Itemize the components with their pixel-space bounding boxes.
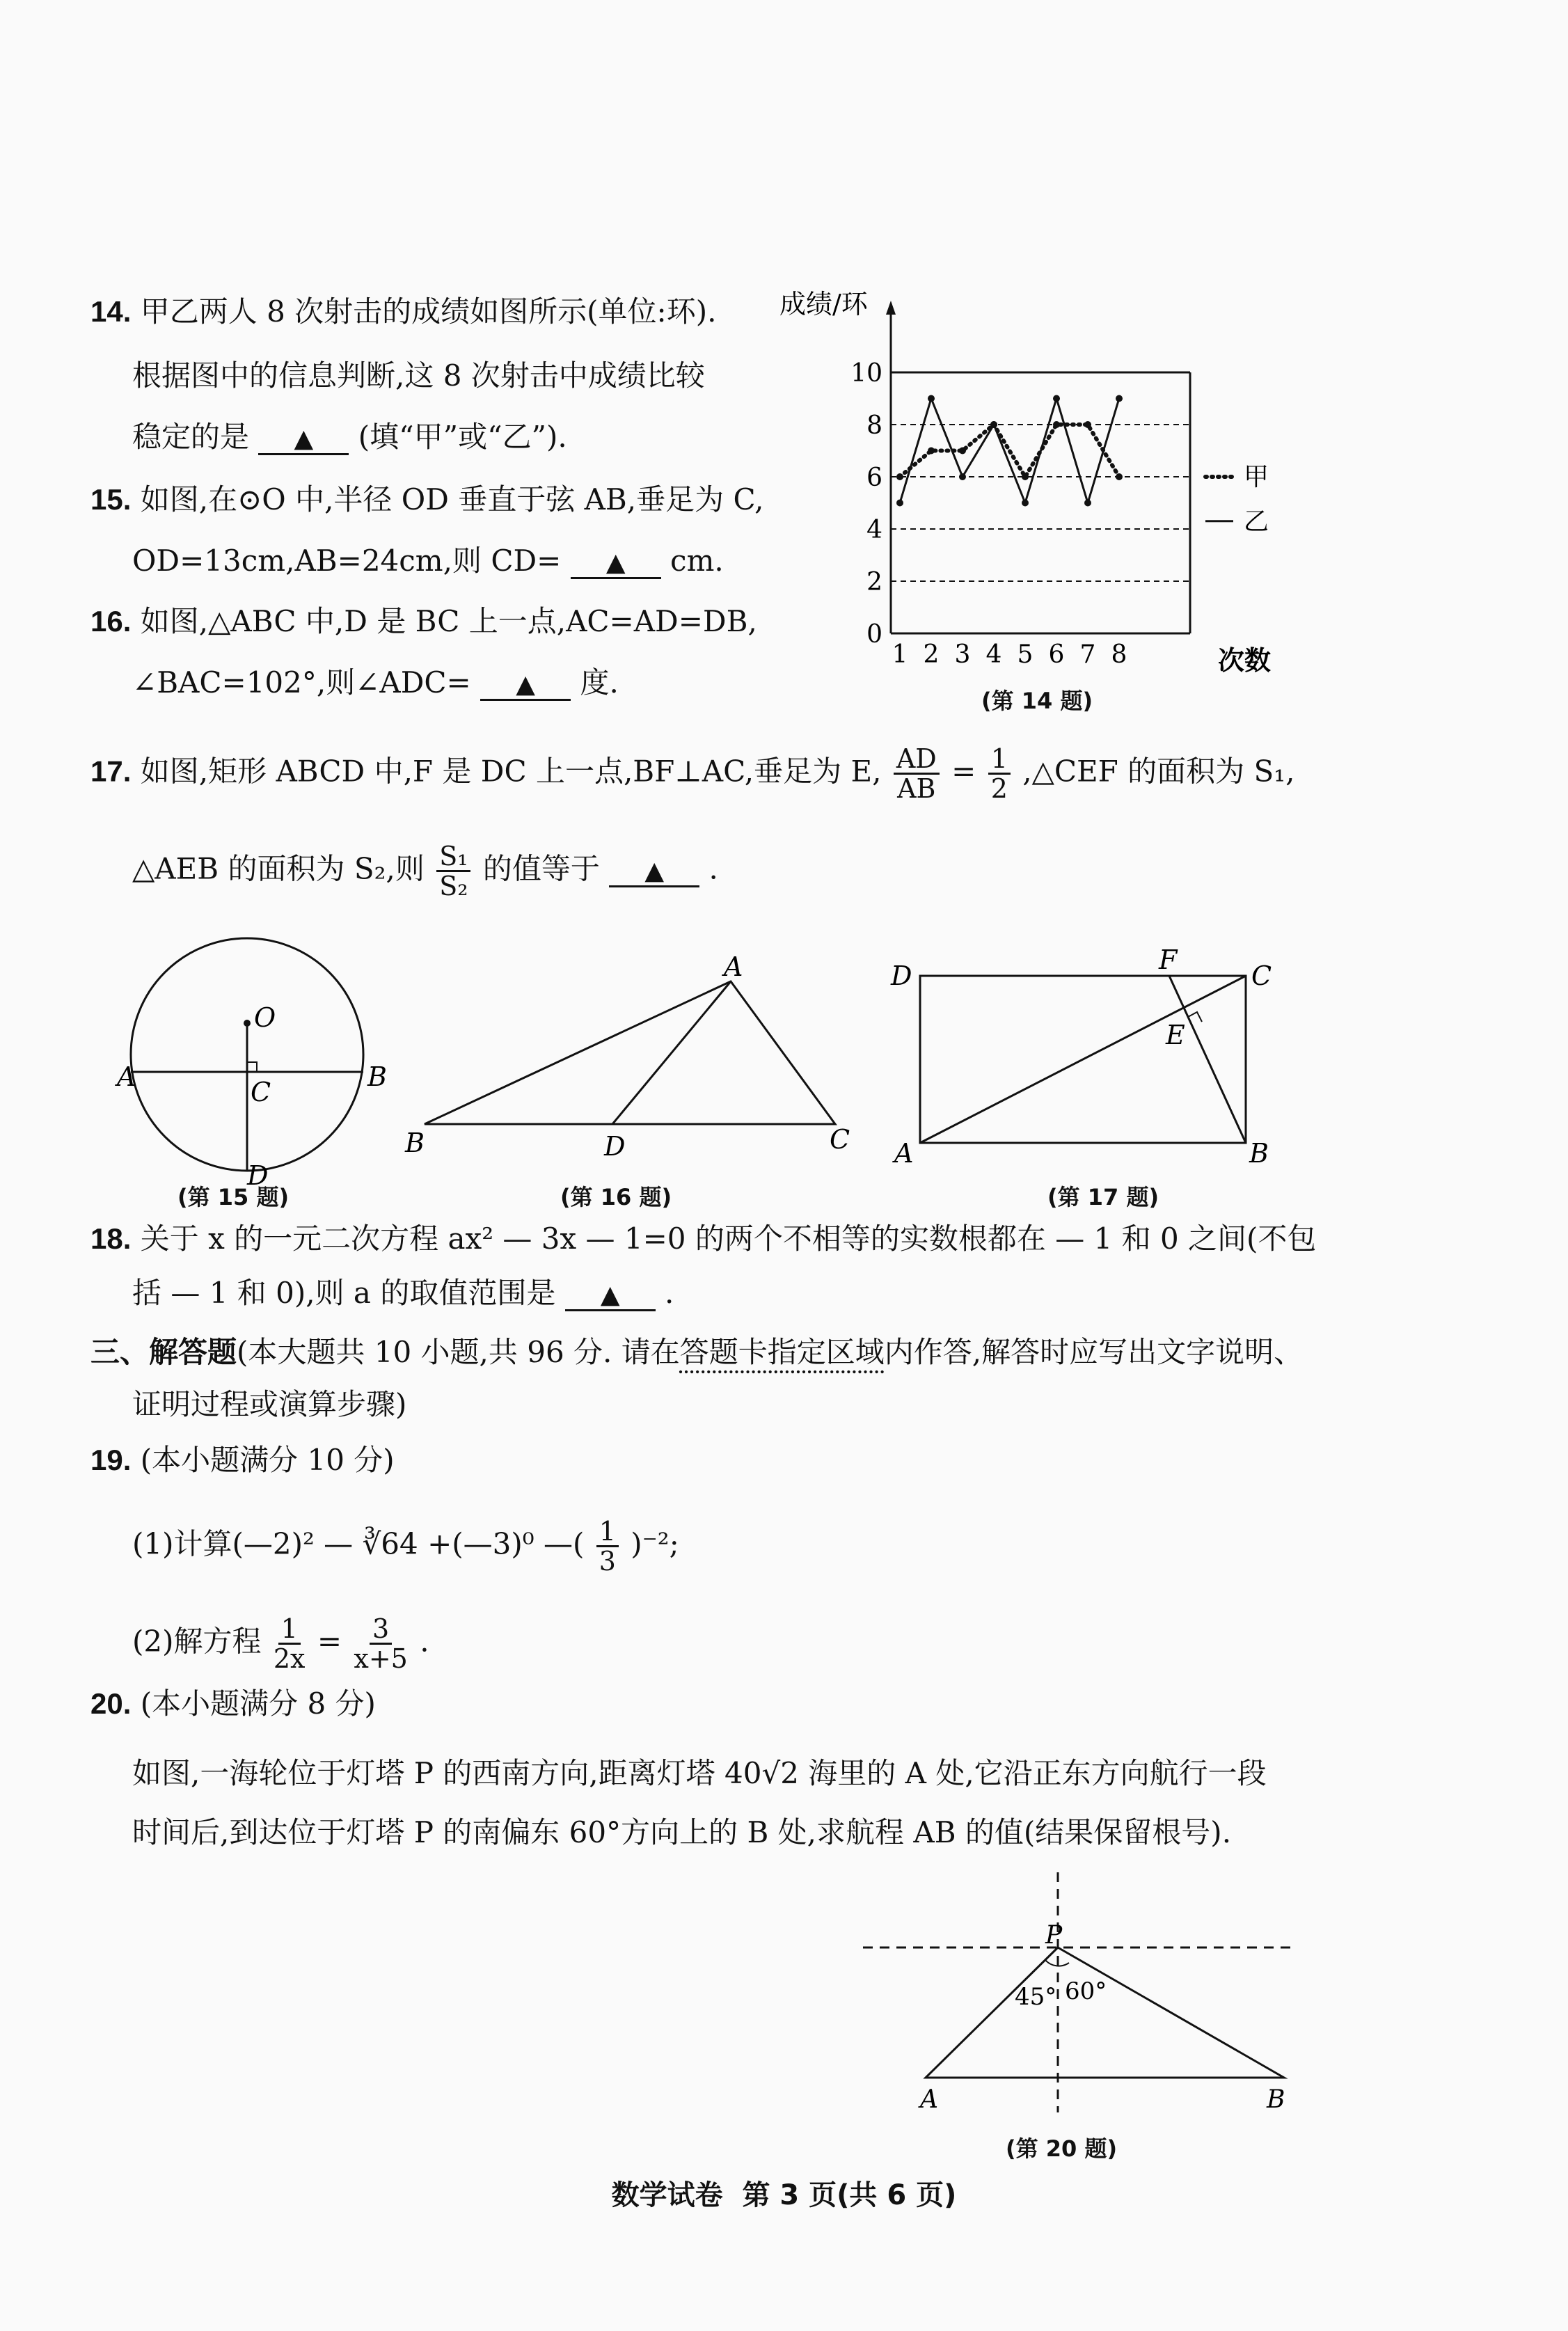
q15-line1 [90,480,763,519]
q20-number: 20. [90,1687,132,1720]
label-b: B [405,1128,425,1158]
q18-answer-blank[interactable]: ▲ [565,1281,656,1311]
data-point-甲-7 [1084,421,1091,428]
data-point-甲-8 [1116,473,1123,480]
q19-part1: (1)计算(—2)² — ∛64 +(—3)⁰ —( $\frac{1}{3}$ )⁻²; [132,1516,679,1577]
section3-title: 三、解答题 [90,1335,237,1369]
label-b: B [367,1061,387,1092]
label-p: P [1045,1921,1063,1950]
q14-text-3b: (填“甲”或“乙”). [358,420,567,454]
x-tick-label-7: 7 [1079,640,1096,669]
q17-fraction-half: $\frac{1}{2}$ [988,745,1011,803]
q20-caption: (第 20 题) [1006,2135,1118,2162]
q16-line2 [132,663,619,702]
q20-text-1: 如图,一海轮位于灯塔 P 的西南方向,距离灯塔 40√2 海里的 A 处,它沿正东方向航行一段 [132,1756,1267,1790]
q15-line2 [132,542,724,580]
y-tick-label-4: 4 [866,516,882,544]
section3-line1: 三、解答题(本大题共 10 小题,共 96 分. 请在答题卡指定区域内作答,解答时应写出文字说明、 [90,1335,1304,1369]
q20-lighthouse-figure [856,1865,1301,2123]
page-footer: 数学试卷 第 3 页(共 6 页) [611,2179,957,2211]
q14-line1 [90,292,716,331]
data-point-甲-6 [1053,421,1060,428]
y-tick-label-2: 2 [866,568,882,596]
q16-text-2: ∠BAC=102°,则∠ADC= [132,665,471,700]
label-f: F [1159,945,1178,975]
label-o: O [254,1002,276,1033]
label-b: B [1249,1138,1269,1169]
diagonal-ac [920,976,1246,1143]
q15-caption: (第 15 题) [177,1184,290,1210]
x-tick-label-2: 2 [923,640,940,669]
q16-caption: (第 16 题) [560,1184,672,1210]
q15-text-2b: cm. [670,544,724,578]
y-tick-label-10: 10 [850,359,882,388]
data-point-甲-5 [1022,473,1029,480]
q19-part2: (2)解方程 $\frac{1}{2x}$ = $\frac{3}{x+5}$ . [132,1613,429,1674]
q16-number: 16. [90,605,132,638]
q16-triangle-figure [397,947,884,1169]
q20-text-2: 时间后,到达位于灯塔 P 的南偏东 60°方向上的 B 处,求航程 AB 的值(结果保留根号). [132,1815,1232,1849]
q19-number: 19. [90,1444,132,1476]
legend-label-乙: 乙 [1244,507,1269,536]
x-tick-label-3: 3 [954,640,971,669]
label-e: E [1166,1020,1185,1050]
q15-text-2: OD=13cm,AB=24cm,则 CD= [132,544,562,578]
q17-answer-blank[interactable]: ▲ [609,858,699,887]
q16-line1 [90,602,757,641]
label-d: D [891,961,912,991]
q18-text-1: 关于 x 的一元二次方程 ax² — 3x — 1=0 的两个不相等的实数根都在 — 1 和 0 之间(不包 [140,1222,1317,1256]
data-point-乙-3 [959,473,966,480]
data-point-乙-1 [896,500,903,507]
q15-answer-blank[interactable]: ▲ [571,549,661,579]
q17-caption: (第 17 题) [1047,1184,1159,1210]
q17-text-1b: ,△CEF 的面积为 S₁, [1022,754,1295,789]
data-point-甲-2 [928,448,935,455]
q20-header: 20. (本小题满分 8 分) [90,1686,376,1721]
triangle-pab [926,1947,1284,2078]
q14-line-chart [779,285,1322,717]
q17-line1: 17. 如图,矩形 ABCD 中,F 是 DC 上一点,BF⊥AC,垂足为 E, $\frac{AD}{AB}$ = $\frac{1}{2}$ ,△CEF 的面积为 S₁, [90,743,1295,804]
label-c: C [830,1124,850,1155]
x-tick-label-5: 5 [1017,640,1034,669]
label-c: C [251,1077,271,1107]
q17-text-2b: 的值等于 [482,851,600,886]
label-c: C [1251,961,1272,991]
q16-answer-blank[interactable]: ▲ [480,671,571,701]
segment-ad [612,981,731,1124]
q18-line1 [90,1219,1316,1258]
q14-line3 [132,418,567,457]
x-tick-label-8: 8 [1111,640,1127,669]
legend-label-甲: 甲 [1244,463,1269,491]
q14-text-2: 根据图中的信息判断,这 8 次射击中成绩比较 [132,358,705,393]
y-tick-label-8: 8 [866,411,882,440]
segment-bf [1169,976,1246,1143]
label-a: A [117,1061,136,1092]
label-45: 45° [1015,1983,1057,2011]
q19-fraction-left: $\frac{1}{2x}$ [273,1613,306,1674]
q19-fraction-right: $\frac{3}{x+5}$ [354,1613,408,1674]
y-tick-label-6: 6 [866,464,882,492]
q14-caption: (第 14 题) [981,688,1093,714]
label-d: D [604,1131,626,1162]
label-a: A [894,1138,914,1169]
q15-text-1: 如图,在⊙O 中,半径 OD 垂直于弦 AB,垂足为 C, [140,482,764,516]
data-point-乙-4 [990,421,997,428]
q18-text-2: 括 — 1 和 0),则 a 的取值范围是 [132,1276,556,1310]
x-tick-label-1: 1 [892,640,908,669]
data-point-甲-3 [959,448,966,455]
y-axis-title: 成绩/环 [779,289,868,319]
data-point-乙-7 [1084,500,1091,507]
q18-number: 18. [90,1222,132,1255]
q17-fraction-s1-s2: $\frac{\text{S₁}}{\text{S₂}}$ [436,842,470,900]
q19-fraction-one-third: $\frac{1}{3}$ [596,1517,619,1575]
q14-text-1: 甲乙两人 8 次射击的成绩如图所示(单位:环). [140,294,717,329]
label-a: A [724,951,743,982]
label-60: 60° [1065,1977,1107,2005]
data-point-甲-1 [896,473,903,480]
right-angle-mark [247,1062,257,1072]
q17-text-1: 如图,矩形 ABCD 中,F 是 DC 上一点,BF⊥AC,垂足为 E, [140,754,882,789]
data-point-乙-2 [928,395,935,402]
q16-text-2b: 度. [580,665,619,700]
q17-line2: △AEB 的面积为 S₂,则 $\frac{\text{S₁}}{\text{S₂}}$ 的值等于 ▲ . [132,841,718,901]
section3-emphasis: 答题卡指定区域 [679,1335,885,1369]
q19-header: 19. (本小题满分 10 分) [90,1443,395,1477]
q14-answer-blank[interactable]: ▲ [258,425,349,455]
section3-line2: 证明过程或演算步骤) [132,1387,407,1421]
x-tick-label-6: 6 [1048,640,1065,669]
label-b: B [1267,2085,1285,2114]
label-d: D [247,1160,269,1190]
data-point-乙-8 [1116,395,1123,402]
q14-text-3: 稳定的是 [132,420,250,454]
q18-line2: 括 — 1 和 0),则 a 的取值范围是 ▲ . [132,1276,674,1310]
y-tick-label-0: 0 [866,620,882,649]
q17-number: 17. [90,754,132,788]
q17-text-2: △AEB 的面积为 S₂,则 [132,851,425,886]
label-a: A [920,2085,938,2114]
q17-fraction-ad-ab: $\frac{AD}{AB}$ [894,745,940,803]
x-tick-label-4: 4 [985,640,1002,669]
center-point [244,1020,251,1027]
q14-number: 14. [90,295,132,328]
q17-rectangle-figure [884,940,1294,1169]
y-axis-arrow [886,301,896,315]
x-axis-title: 次数 [1218,645,1272,676]
data-point-乙-5 [1022,500,1029,507]
q16-text-1: 如图,△ABC 中,D 是 BC 上一点,AC=AD=DB, [140,604,757,638]
q15-circle-figure [104,926,397,1190]
data-point-乙-6 [1053,395,1060,402]
q15-number: 15. [90,483,132,516]
